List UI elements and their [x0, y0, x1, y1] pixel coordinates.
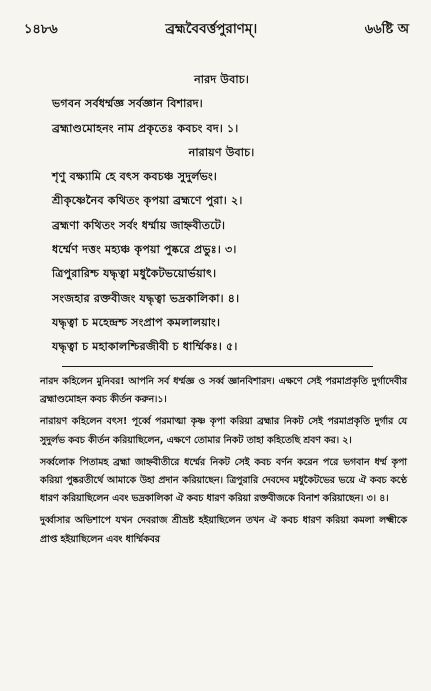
chapter-marker: ৬৬ষ্টি অ	[364, 22, 409, 37]
page-number: ১৪৮৬	[24, 22, 58, 37]
bengali-translation	[40, 373, 407, 553]
verse-line: শৃণু বক্ষ্যামি হে বৎস কবচঞ্চ সুদুর্লভং।	[52, 170, 217, 184]
section-divider	[62, 366, 373, 367]
verse-line: যদ্ধৃত্বা চ মহেন্দ্রশ্চ সংপ্রাপ কমলালয়াং।	[52, 315, 221, 329]
page-header	[24, 18, 409, 41]
verse-line: ত্রিপুরারিশ্চ যদ্ধৃত্বা মধুকৈটভয়োর্ভয়াৎ।	[52, 267, 217, 281]
book-title: ব্রহ্মবৈবর্ত্তপুরাণম্।	[165, 21, 258, 37]
sanskrit-verses	[52, 68, 391, 360]
verse-line: যদ্ধৃত্বা চ মহাকালশ্চিরজীবী চ ধার্ম্মিকঃ। ৫।	[52, 340, 238, 354]
translation-paragraph: নারদ কহিলেন মুনিবর! আপনি সর্ব ধর্ম্মজ্ঞ ও সর্ব্ব জ্ঞানবিশারদ। এক্ষণে সেই পরমাপ্রকৃতি দুর্গাদেবীর ব্রহ্মাণ্ডমোহন কবচ কীর্তন করুন।১।	[40, 376, 407, 406]
translation-paragraph: দুর্ব্বাসার অভিশাপে যখন দেবরাজ শ্রীভ্রষ্ট হইয়াছিলেন তখন ঐ কবচ ধারণ করিয়া কমলা লক্ষ্মীকে প্রাপ্ত হইয়াছিলেন এবং ধার্ম্মিকবর	[40, 515, 407, 545]
verse-line: শ্রীকৃষ্ণেনৈব কথিতং কৃপয়া ব্রহ্মণে পুরা। ২।	[52, 194, 243, 208]
translation-paragraph: নারায়ণ কহিলেন বৎস! পূর্ব্বে পরমাত্মা কৃষ্ণ কৃপা করিয়া ব্রহ্মার নিকট সেই পরমাপ্রকৃতি দুর্গার যে সুদুর্লভ কবচ কীর্তন করিয়াছিলেন, এক্ষণে তোমার নিকট তাহা কহিতেছি শ্রবণ কর। ২।	[40, 416, 407, 446]
verse-line: সংজহার রক্তবীজং যদ্ধৃত্বা ভদ্রকালিকা। ৪।	[52, 291, 240, 305]
verse-line: ব্রহ্মাণ্ডমোহনং নাম প্রকৃতেঃ কবচং বদ। ১।	[52, 121, 239, 135]
verse-line: ধর্ম্মেণ দত্তং মহ্যঞ্চ কৃপয়া পুষ্করে প্রভুঃ। ৩।	[52, 243, 237, 257]
verse-line: ভগবন সর্বধর্ম্মজ্ঞ সর্বজ্ঞান বিশারদ।	[52, 97, 203, 111]
verse-line: ব্রহ্মণা কথিতং সর্বং ধর্ম্মায় জাহ্নবীতটে।	[52, 218, 226, 232]
verse-line: নারদ উবাচ।	[194, 73, 249, 86]
translation-paragraph: সর্ব্বলোক পিতামহ ব্রহ্মা জাহ্নবীতীরে ধর্ম্মের নিকট সেই কবচ বর্ণন করেন পরে ভগবান ধর্ম্ম কৃপা করিয়া পুষ্করতীর্থে আমাকে উহা প্রদান করিয়াছেন। ত্রিপুরারি দেবদেব মধুকৈটভের ভয়ে ঐ কবচ কণ্ঠে ধারণ করিয়াছিলেন এবং ভদ্রকালিকা ঐ কবচ ধারণ করিয়া রক্তবীজকে বিনাশ করিয়াছেন। ৩। ৪।	[40, 456, 407, 505]
verse-line: নারায়ণ উবাচ।	[188, 145, 255, 159]
